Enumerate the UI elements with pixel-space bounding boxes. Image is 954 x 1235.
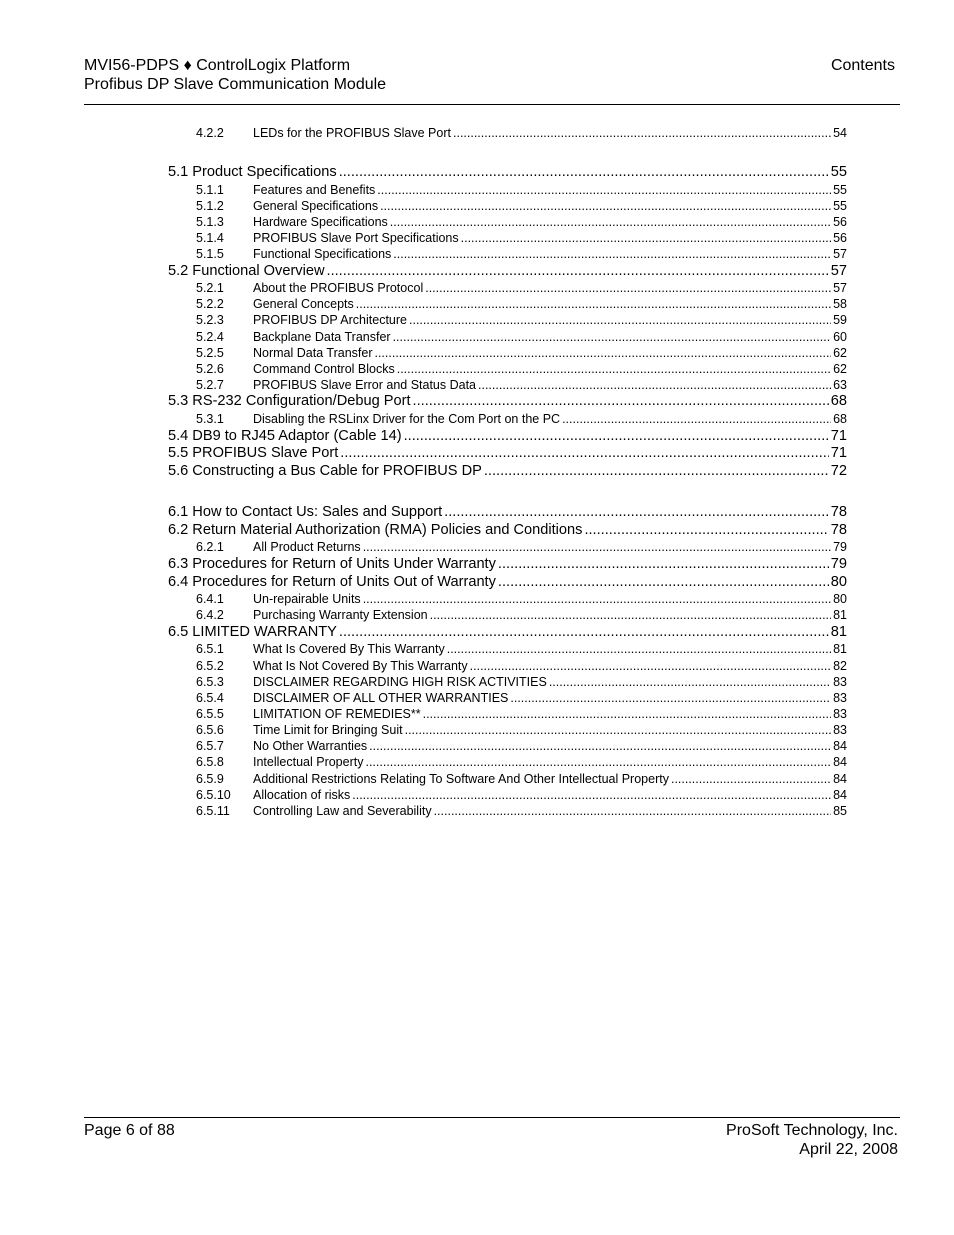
toc-entry[interactable] [196,608,847,624]
toc-entry-number: 6.5.1 [196,642,224,656]
toc-entry[interactable] [196,297,847,313]
toc-entry-page: 72 [830,463,847,479]
toc-entry[interactable] [196,247,847,263]
toc-entry[interactable] [168,556,847,574]
dot-leader [365,755,831,769]
toc-entry[interactable] [196,788,847,804]
toc-entry-page: 81 [833,608,847,622]
company-name: ProSoft Technology, Inc. [726,1122,898,1139]
toc-entry-page: 54 [833,126,847,140]
dot-leader [478,378,831,392]
dot-leader [363,592,831,606]
footer-publisher [726,1121,898,1159]
toc-entry[interactable] [196,346,847,362]
toc-entry-number: 5.5 [168,445,189,461]
header-divider [84,104,900,105]
toc-entry-title: DISCLAIMER REGARDING HIGH RISK ACTIVITIES [253,675,547,689]
toc-entry-page: 81 [833,642,847,656]
toc-entry[interactable] [196,691,847,707]
dot-leader [404,428,829,444]
toc-entry-title: RS-232 Configuration/Debug Port [192,393,411,409]
toc-entry[interactable] [196,675,847,691]
toc-entry-number: 5.2.5 [196,346,224,360]
toc-entry-page: 83 [833,675,847,689]
page-number: Page 6 of 88 [84,1122,175,1139]
dot-leader [380,199,831,213]
toc-entry-number: 5.2.6 [196,362,224,376]
toc-entry-title: Intellectual Property [253,755,364,769]
footer-divider [84,1117,900,1118]
toc-entry-title: Backplane Data Transfer [253,330,391,344]
toc-entry[interactable] [168,624,847,642]
toc-entry-number: 6.3 [168,556,189,572]
toc-entry[interactable] [196,281,847,297]
toc-entry[interactable] [196,707,847,723]
toc-entry[interactable] [196,772,847,788]
toc-entry[interactable] [196,659,847,675]
dot-leader [413,393,829,409]
toc-entry-page: 79 [833,540,847,554]
toc-entry-title: LIMITED WARRANTY [192,624,337,640]
dot-leader [510,691,831,705]
toc-entry[interactable] [168,428,847,446]
dot-leader [393,330,832,344]
toc-entry-page: 71 [830,428,847,444]
toc-entry-page: 80 [830,574,847,590]
toc-entry-title: All Product Returns [253,540,361,554]
dot-leader [356,297,831,311]
toc-entry-title: Un-repairable Units [253,592,361,606]
toc-entry[interactable] [196,755,847,771]
toc-entry-title: LEDs for the PROFIBUS Slave Port [253,126,451,140]
toc-entry-page: 83 [833,723,847,737]
toc-entry-page: 68 [833,412,847,426]
toc-entry-title: Disabling the RSLinx Driver for the Com Port on the PC [253,412,561,426]
toc-entry-number: 6.5.8 [196,755,224,769]
toc-entry-page: 78 [830,504,847,520]
dot-leader [352,788,831,802]
dot-leader [425,281,831,295]
toc-entry-page: 80 [833,592,847,606]
dot-leader [498,574,829,590]
toc-entry-title: How to Contact Us: Sales and Support [192,504,443,520]
dot-leader [434,804,832,818]
toc-entry-title: DISCLAIMER OF ALL OTHER WARRANTIES [253,691,509,705]
toc-entry[interactable] [196,723,847,739]
toc-entry-title: Functional Overview [192,263,325,279]
dot-leader [430,608,831,622]
toc-entry-page: 81 [830,624,847,640]
toc-entry[interactable] [196,330,847,346]
toc-entry[interactable] [168,164,847,182]
dot-leader [327,263,829,279]
toc-entry[interactable] [196,378,847,394]
toc-entry-page: 68 [830,393,847,409]
toc-entry-number: 6.2.1 [196,540,224,554]
toc-entry-number: 5.2.2 [196,297,224,311]
dot-leader [405,723,832,737]
toc-entry-page: 85 [833,804,847,818]
toc-entry-number: 6.5 [168,624,189,640]
section-name: Contents [830,57,895,74]
toc-entry-title: LIMITATION OF REMEDIES** [253,707,421,721]
toc-entry-title: Functional Specifications [253,247,392,261]
toc-entry-title: What Is Not Covered By This Warranty [253,659,468,673]
dot-leader [390,215,831,229]
toc-entry[interactable] [196,183,847,199]
toc-entry-title: Time Limit for Bringing Suit [253,723,403,737]
toc-entry-number: 6.5.11 [196,804,230,818]
document-subtitle: Profibus DP Slave Communication Module [84,76,387,93]
page-header [84,56,895,94]
toc-entry-number: 6.2 [168,522,189,538]
toc-entry-title: PROFIBUS Slave Port Specifications [253,231,459,245]
toc-entry-number: 6.4 [168,574,189,590]
dot-leader [498,556,829,572]
toc-entry-page: 55 [830,164,847,180]
toc-entry-page: 57 [833,247,847,261]
toc-entry-number: 5.1 [168,164,189,180]
toc-entry-page: 58 [833,297,847,311]
dot-leader [374,346,831,360]
toc-entry[interactable] [196,215,847,231]
toc-entry-title: No Other Warranties [253,739,368,753]
toc-entry-number: 6.5.9 [196,772,224,786]
toc-entry-number: 6.4.2 [196,608,224,622]
toc-entry-page: 62 [833,362,847,376]
toc-entry-page: 55 [833,183,847,197]
dot-leader [562,412,831,426]
toc-entry-number: 6.5.5 [196,707,224,721]
toc-entry[interactable] [168,463,847,481]
toc-entry-number: 5.3 [168,393,189,409]
toc-entry-number: 5.2.7 [196,378,224,392]
toc-entry-title: Return Material Authorization (RMA) Policies and Conditions [192,522,583,538]
toc-entry-page: 82 [833,659,847,673]
dot-leader [393,247,831,261]
toc-entry-number: 5.1.3 [196,215,224,229]
toc-entry-title: PROFIBUS Slave Error and Status Data [253,378,477,392]
toc-entry-page: 84 [833,739,847,753]
dot-leader [444,504,829,520]
toc-entry-number: 4.2.2 [196,126,224,140]
dot-leader [447,642,831,656]
toc-entry-number: 5.6 [168,463,189,479]
toc-entry[interactable] [196,592,847,608]
toc-entry-title: Constructing a Bus Cable for PROFIBUS DP [192,463,482,479]
toc-entry-page: 59 [833,313,847,327]
toc-entry-number: 5.2.3 [196,313,224,327]
dot-leader [549,675,831,689]
toc-entry-page: 56 [833,231,847,245]
toc-entry[interactable] [196,412,847,428]
toc-entry-title: Procedures for Return of Units Under Warranty [192,556,496,572]
toc-entry[interactable] [168,445,847,463]
toc-entry-number: 6.5.3 [196,675,224,689]
toc-entry-title: Controlling Law and Severability [253,804,432,818]
dot-leader [470,659,831,673]
toc-entry-number: 5.4 [168,428,189,444]
toc-entry-number: 6.5.10 [196,788,231,802]
toc-entry-page: 63 [833,378,847,392]
toc-entry-title: DB9 to RJ45 Adaptor (Cable 14) [192,428,402,444]
toc-entry[interactable] [168,574,847,592]
dot-leader [423,707,831,721]
toc-entry-title: Procedures for Return of Units Out of Warranty [192,574,496,590]
dot-leader [409,313,831,327]
toc-entry[interactable] [196,126,847,142]
toc-entry-title: What Is Covered By This Warranty [253,642,445,656]
document-title: MVI56-PDPS ♦ ControlLogix Platform [84,57,351,74]
toc-entry-page: 60 [833,330,847,344]
toc-entry-number: 5.1.5 [196,247,224,261]
toc-entry-page: 83 [833,691,847,705]
toc-entry-title: Product Specifications [192,164,337,180]
toc-entry[interactable] [196,804,847,820]
toc-entry-title: Additional Restrictions Relating To Software And Other Intellectual Property [253,772,669,786]
toc-entry-page: 57 [833,281,847,295]
toc-entry-page: 84 [833,788,847,802]
dot-leader [484,463,829,479]
toc-entry[interactable] [168,263,847,281]
dot-leader [339,164,829,180]
dot-leader [461,231,831,245]
dot-leader [397,362,831,376]
toc-entry-page: 56 [833,215,847,229]
toc-entry-number: 5.3.1 [196,412,224,426]
toc-entry-number: 6.5.2 [196,659,224,673]
toc-entry-title: PROFIBUS Slave Port [192,445,339,461]
toc-entry-page: 62 [833,346,847,360]
toc-entry-title: Command Control Blocks [253,362,395,376]
toc-entry-title: Purchasing Warranty Extension [253,608,428,622]
toc-entry-title: Allocation of risks [253,788,351,802]
dot-leader [339,624,829,640]
toc-entry-number: 5.2.4 [196,330,224,344]
toc-entry[interactable] [196,540,847,556]
toc-entry[interactable] [196,739,847,755]
toc-entry[interactable] [196,199,847,215]
toc-entry-title: Normal Data Transfer [253,346,373,360]
toc-entry-page: 55 [833,199,847,213]
publication-date: April 22, 2008 [799,1141,898,1158]
toc-entry[interactable] [196,231,847,247]
toc-entry-number: 6.1 [168,504,189,520]
toc-entry-number: 5.1.1 [196,183,224,197]
dot-leader [377,183,831,197]
toc-entry[interactable] [168,504,847,522]
toc-entry-page: 84 [833,755,847,769]
toc-entry-number: 6.5.6 [196,723,224,737]
toc-entry-number: 6.5.7 [196,739,224,753]
dot-leader [369,739,831,753]
toc-entry-number: 5.1.4 [196,231,224,245]
toc-entry-number: 5.1.2 [196,199,224,213]
toc-entry-title: PROFIBUS DP Architecture [253,313,407,327]
dot-leader [671,772,831,786]
toc-entry-page: 83 [833,707,847,721]
toc-entry[interactable] [168,393,847,411]
toc-entry-title: General Concepts [253,297,354,311]
toc-entry-title: Features and Benefits [253,183,376,197]
dot-leader [584,522,828,538]
toc-entry-title: Hardware Specifications [253,215,388,229]
toc-entry-title: General Specifications [253,199,379,213]
toc-entry-page: 84 [833,772,847,786]
toc-entry-number: 5.2.1 [196,281,224,295]
toc-entry-number: 5.2 [168,263,189,279]
toc-entry-number: 6.5.4 [196,691,224,705]
toc-entry-page: 78 [830,522,847,538]
toc-entry[interactable] [196,642,847,658]
toc-entry-number: 6.4.1 [196,592,224,606]
dot-leader [453,126,831,140]
toc-entry-page: 79 [830,556,847,572]
toc-entry-page: 71 [830,445,847,461]
dot-leader [363,540,831,554]
toc-entry[interactable] [196,362,847,378]
toc-entry-title: About the PROFIBUS Protocol [253,281,424,295]
toc-entry[interactable] [196,313,847,329]
dot-leader [340,445,828,461]
toc-entry-page: 57 [830,263,847,279]
toc-entry[interactable] [168,522,847,540]
